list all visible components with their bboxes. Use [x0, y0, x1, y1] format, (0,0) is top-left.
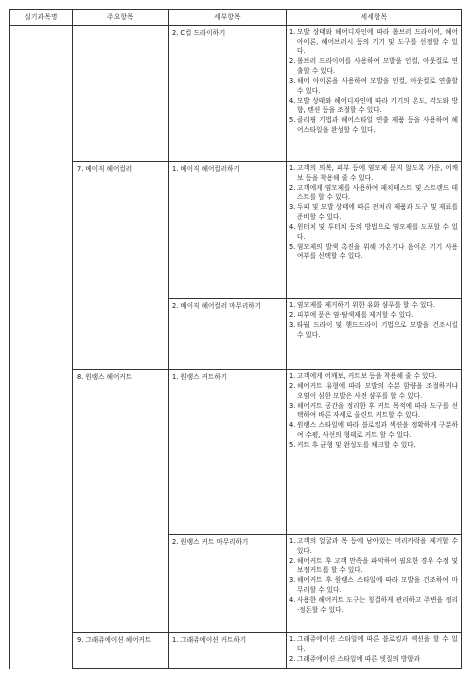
detail-text: 커트 후 균형 및 완성도를 체크할 수 있다.: [297, 441, 416, 450]
detail-item: [289, 77, 458, 96]
detail-item: [289, 655, 458, 665]
header-col-2: 주요항목: [73, 10, 169, 26]
detail-number: 3.: [289, 576, 296, 585]
table-row: [10, 535, 462, 633]
detail-text: 헤어커트 후 고객 만족을 파악하여 필요한 경우 수정 및 보정커트를 할 수 있다.: [297, 556, 458, 575]
detail-item: [289, 382, 458, 401]
table-row: [10, 299, 462, 370]
detail-text: 헤어커트 후 원랭스 스타일에 따라 모발을 건조하여 마무리할 수 있다.: [297, 576, 458, 594]
detail-number: 3.: [289, 76, 296, 85]
detail-number: 4.: [289, 96, 296, 105]
header-row: [10, 10, 462, 26]
detail-item: [289, 311, 458, 321]
detail-item: [289, 28, 458, 57]
detail-text: 염모제를 제거하기 위한 유화 샴푸를 할 수 있다.: [297, 301, 435, 309]
detail-text: 롤브러 드라이어를 사용하여 모발을 인컬, 아웃컬로 연출할 수 있다.: [297, 57, 458, 75]
detail-cell: [287, 535, 462, 633]
detail-text: 그래쥬에이션 스타일에 따른 블로킹과 섹션을 할 수 있다.: [297, 635, 458, 653]
detail-number: 1.: [289, 301, 296, 309]
detail-item: [289, 576, 458, 595]
detail-text: 모발 상태와 헤어디자인에 따라 롤브러 드라이어, 헤어 아이론, 헤어브러시 등의 기기 및 도구를 선정할 수 있다.: [297, 28, 458, 56]
detail-item: [289, 97, 458, 116]
detail-text: 고객에게 염모제를 사용하여 패치테스트 및 스트랜드 테스트를 할 수 있다.: [297, 183, 458, 202]
detail-text: 고객에게 어깨보, 커트보 등을 착용해 줄 수 있다.: [297, 372, 437, 380]
detail-item: [289, 164, 458, 183]
detail-item: [289, 203, 458, 222]
detail-text: 헤어 아이론을 사용하여 모발을 인컬, 아웃컬로 연출할 수 있다.: [297, 76, 458, 95]
subject-cell: [10, 633, 73, 669]
detail-text: 원랭스 스타일에 따라 블로킹과 섹션을 정확하게 구분하여 수평, 사선의 형태로 커트 할 수 있다.: [297, 421, 458, 440]
table-row: [10, 26, 462, 162]
detail-item: [289, 321, 458, 340]
detail-cell: [287, 370, 462, 535]
sub-item-cell: 1. 베이직 헤어컬러하기: [169, 162, 287, 299]
detail-item: [289, 421, 458, 440]
table-row: [10, 370, 462, 535]
detail-item: [289, 537, 458, 556]
detail-item: [289, 243, 458, 262]
detail-item: [289, 184, 458, 203]
detail-cell: [287, 162, 462, 299]
header-col-3: 세부항목: [169, 10, 287, 26]
detail-text: 헤어커트 공간을 정리한 후 커트 목적에 따라 도구를 선택하여 바른 자세로 올린트 커트할 수 있다.: [297, 401, 458, 420]
detail-number: 5.: [289, 441, 296, 450]
detail-number: 4.: [289, 421, 296, 430]
detail-item: [289, 596, 458, 615]
detail-number: 1.: [289, 28, 296, 36]
main-item-cell: [73, 535, 169, 633]
subject-cell: [10, 535, 73, 633]
detail-text: 원터치 및 투터치 등의 방법으로 염모제를 도포할 수 있다.: [297, 223, 458, 241]
detail-number: 4.: [289, 596, 296, 605]
detail-text: 피부에 묻은 염·탈색제를 제거할 수 있다.: [297, 311, 414, 320]
detail-number: 2.: [289, 382, 296, 391]
detail-number: 3.: [289, 321, 296, 330]
header-col-4: 세세항목: [287, 10, 462, 26]
main-item-cell: [73, 26, 169, 162]
sub-item-cell: 1. 원랭스 커트하기: [169, 370, 287, 535]
detail-text: 헤어커트 유형에 따라 모발의 수분 함량을 조절하거나 오염이 심한 모발은 사전 샴푸를 할 수 있다.: [297, 382, 458, 400]
detail-text: 클리핑 기법과 헤어스타일 연출 제품 등을 사용하여 헤어스타일을 완성할 수 있다.: [297, 116, 458, 134]
detail-number: 2.: [289, 311, 296, 320]
detail-item: [289, 635, 458, 654]
subject-cell: [10, 299, 73, 370]
detail-item: [289, 57, 458, 76]
main-item-cell: 7. 베이직 헤어컬러: [73, 162, 169, 299]
subject-cell: [10, 370, 73, 535]
detail-text: 모발 상태와 헤어디자인에 따라 기기의 온도, 각도와 방향, 텐션 등을 조절할 수 있다.: [297, 96, 458, 115]
detail-number: 1.: [289, 635, 296, 643]
header-col-1: 실기과목명: [10, 10, 73, 26]
detail-number: 1.: [289, 372, 296, 380]
detail-number: 1.: [289, 537, 296, 545]
detail-number: 5.: [289, 116, 296, 125]
detail-number: 1.: [289, 164, 296, 172]
detail-number: 4.: [289, 223, 296, 232]
sub-item-cell: 2. C컬 드라이하기: [169, 26, 287, 162]
detail-cell: [287, 633, 462, 669]
detail-cell: [287, 299, 462, 370]
sub-item-cell: 1. 그래쥬에이션 커트하기: [169, 633, 287, 669]
detail-text: 고객의 얼굴과 목 등에 남아있는 머리카락을 제거할 수 있다.: [297, 537, 458, 555]
main-item-cell: 9. 그래쥬에이션 헤어커트: [73, 633, 169, 669]
detail-item: [289, 402, 458, 421]
curriculum-table: [9, 9, 462, 669]
detail-text: 타월 드라이 및 핸드드라이 기법으로 모발을 건조시킬 수 있다.: [297, 321, 458, 339]
detail-text: 고객의 의복, 피부 등에 염모제 묻지 않도록 가운, 어깨보 등을 착용해 줄 수 있다.: [297, 164, 458, 182]
detail-cell: [287, 26, 462, 162]
sub-item-cell: 2. 베이직 헤어컬러 마무리하기: [169, 299, 287, 370]
detail-number: 3.: [289, 203, 296, 212]
table-row: [10, 162, 462, 299]
detail-number: 5.: [289, 242, 296, 251]
detail-item: [289, 116, 458, 135]
detail-number: 2.: [289, 556, 296, 565]
detail-number: 3.: [289, 401, 296, 410]
detail-text: 염모제의 발색 촉진을 위해 가온기나 음이온 기기 사용여부를 선택할 수 있다.: [297, 242, 458, 261]
sub-item-cell: 2. 원랭스 커트 마무리하기: [169, 535, 287, 633]
detail-text: 두피 및 모발 상태에 따른 전처리 제품과 도구 및 재료를 준비할 수 있다.: [297, 203, 458, 221]
detail-number: 2.: [289, 654, 296, 663]
detail-item: [289, 372, 458, 382]
detail-number: 2.: [289, 57, 296, 66]
detail-item: [289, 557, 458, 576]
main-item-cell: [73, 299, 169, 370]
detail-item: [289, 441, 458, 451]
detail-text: 그래쥬에이션 스타일에 따른 빗질의 방향과: [297, 654, 421, 663]
subject-cell: [10, 162, 73, 299]
main-item-cell: 8. 원랭스 헤어커트: [73, 370, 169, 535]
detail-text: 사용한 헤어커트 도구는 청결하게 관리하고 주변을 정리·정돈할 수 있다.: [297, 596, 458, 614]
detail-number: 2.: [289, 183, 296, 192]
detail-item: [289, 301, 458, 311]
table-row: [10, 633, 462, 669]
detail-item: [289, 223, 458, 242]
subject-cell: [10, 26, 73, 162]
